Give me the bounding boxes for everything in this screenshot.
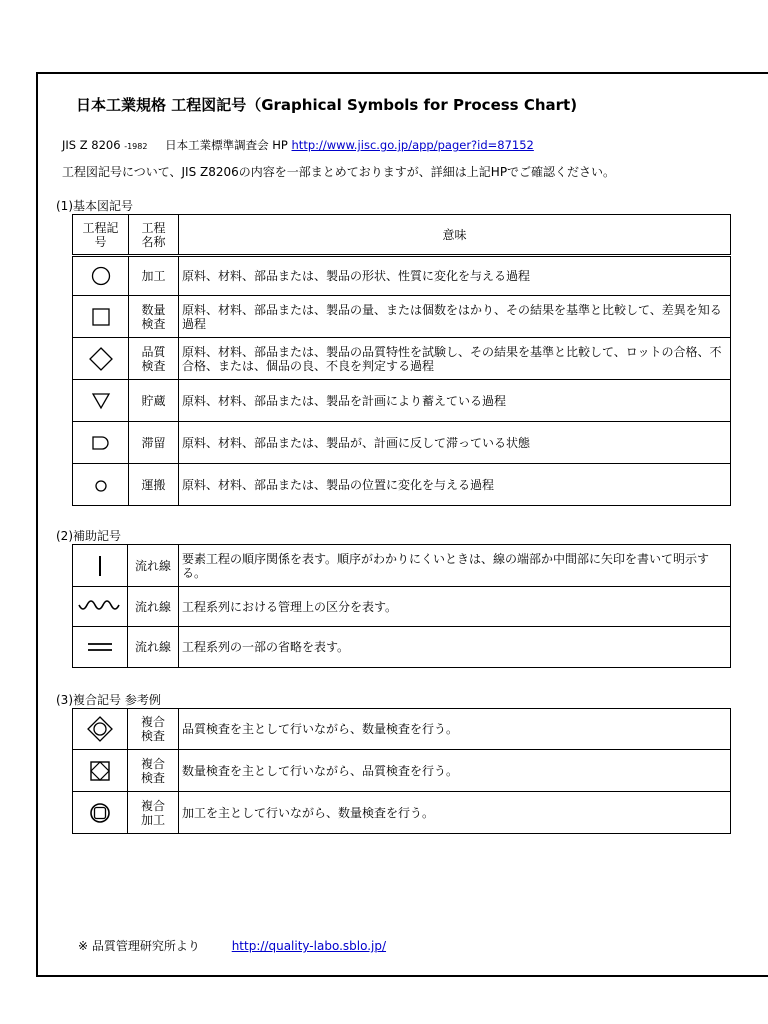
- d-shape-icon: [90, 432, 112, 454]
- page-frame: [36, 72, 768, 977]
- process-meaning: 原料、材料、部品または、製品の形状、性質に変化を与える過程: [179, 256, 731, 296]
- process-name: 運搬: [129, 464, 179, 506]
- square-in-circle-icon: [88, 801, 112, 825]
- double-line-icon: [85, 640, 115, 654]
- quality-labo-link[interactable]: http://quality-labo.sblo.jp/: [231, 939, 387, 953]
- table-row: [73, 587, 731, 627]
- footer-note: ※ 品質管理研究所より: [78, 939, 200, 953]
- section1-heading: (1)基本図記号: [56, 199, 133, 213]
- process-name: 貯蔵: [129, 380, 179, 422]
- composite-symbols-table: [72, 708, 731, 834]
- vertical-line-icon: [89, 554, 111, 578]
- table-row: [73, 380, 731, 422]
- table-row: [73, 296, 731, 338]
- wavy-line-icon: [77, 599, 123, 615]
- diamond-in-square-icon: [88, 759, 112, 783]
- basic-symbols-table: [72, 214, 731, 506]
- table-header-row: [73, 215, 731, 256]
- col-symbol-header: 工程記号: [73, 215, 129, 256]
- auxiliary-symbols-table: [72, 544, 731, 668]
- symbol-meaning: 工程系列における管理上の区分を表す。: [179, 587, 731, 627]
- symbol-meaning: 加工を主として行いながら、数量検査を行う。: [179, 792, 731, 834]
- inverted-triangle-icon: [90, 390, 112, 412]
- symbol-name: 流れ線: [128, 627, 179, 668]
- section2-heading: (2)補助記号: [56, 529, 121, 543]
- table-row: [73, 709, 731, 750]
- table-row: [73, 627, 731, 668]
- small-circle-icon: [90, 474, 112, 496]
- process-meaning: 原料、材料、部品または、製品の量、または個数をはかり、その結果を基準と比較して、差異を知る過程: [179, 296, 731, 338]
- symbol-name: 流れ線: [128, 587, 179, 627]
- process-name: 数量検査: [129, 296, 179, 338]
- process-name: 加工: [129, 256, 179, 296]
- jisc-link[interactable]: http://www.jisc.go.jp/app/pager?id=87152: [291, 138, 534, 152]
- symbol-name: 複合検査: [128, 709, 179, 750]
- process-name: 滞留: [129, 422, 179, 464]
- page-title: 日本工業規格 工程図記号（Graphical Symbols for Process Chart): [76, 96, 578, 114]
- process-meaning: 原料、材料、部品または、製品を計画により蓄えている過程: [179, 380, 731, 422]
- standard-org: 日本工業標準調査会 HP: [165, 138, 288, 152]
- intro-text: 工程図記号について、JIS Z8206の内容を一部まとめておりますが、詳細は上記HPでご確認ください。: [62, 165, 616, 179]
- symbol-name: 複合加工: [128, 792, 179, 834]
- circle-icon: [90, 265, 112, 287]
- col-meaning-header: 意味: [179, 215, 731, 256]
- process-name: 品質検査: [129, 338, 179, 380]
- symbol-meaning: 数量検査を主として行いながら、品質検査を行う。: [179, 750, 731, 792]
- process-meaning: 原料、材料、部品または、製品が、計画に反して滞っている状態: [179, 422, 731, 464]
- section3-heading: (3)複合記号 参考例: [56, 693, 161, 707]
- footer: [78, 937, 386, 954]
- symbol-meaning: 工程系列の一部の省略を表す。: [179, 627, 731, 668]
- symbol-meaning: 品質検査を主として行いながら、数量検査を行う。: [179, 709, 731, 750]
- process-meaning: 原料、材料、部品または、製品の位置に変化を与える過程: [179, 464, 731, 506]
- standard-year: -1982: [124, 142, 148, 151]
- process-meaning: 原料、材料、部品または、製品の品質特性を試験し、その結果を基準と比較して、ロットの合格、不合格、または、個品の良、不良を判定する過程: [179, 338, 731, 380]
- table-row: [73, 422, 731, 464]
- symbol-name: 複合検査: [128, 750, 179, 792]
- col-name-header: 工程名称: [129, 215, 179, 256]
- symbol-meaning: 要素工程の順序関係を表す。順序がわかりにくいときは、線の端部か中間部に矢印を書いて明示する。: [179, 545, 731, 587]
- diamond-icon: [88, 346, 114, 372]
- table-row: [73, 256, 731, 296]
- standard-code: JIS Z 8206: [62, 138, 121, 152]
- table-row: [73, 750, 731, 792]
- table-row: [73, 464, 731, 506]
- table-row: [73, 338, 731, 380]
- square-icon: [90, 306, 112, 328]
- table-row: [73, 792, 731, 834]
- circle-in-diamond-icon: [86, 715, 114, 743]
- symbol-name: 流れ線: [128, 545, 179, 587]
- table-row: [73, 545, 731, 587]
- standard-line: [62, 137, 534, 153]
